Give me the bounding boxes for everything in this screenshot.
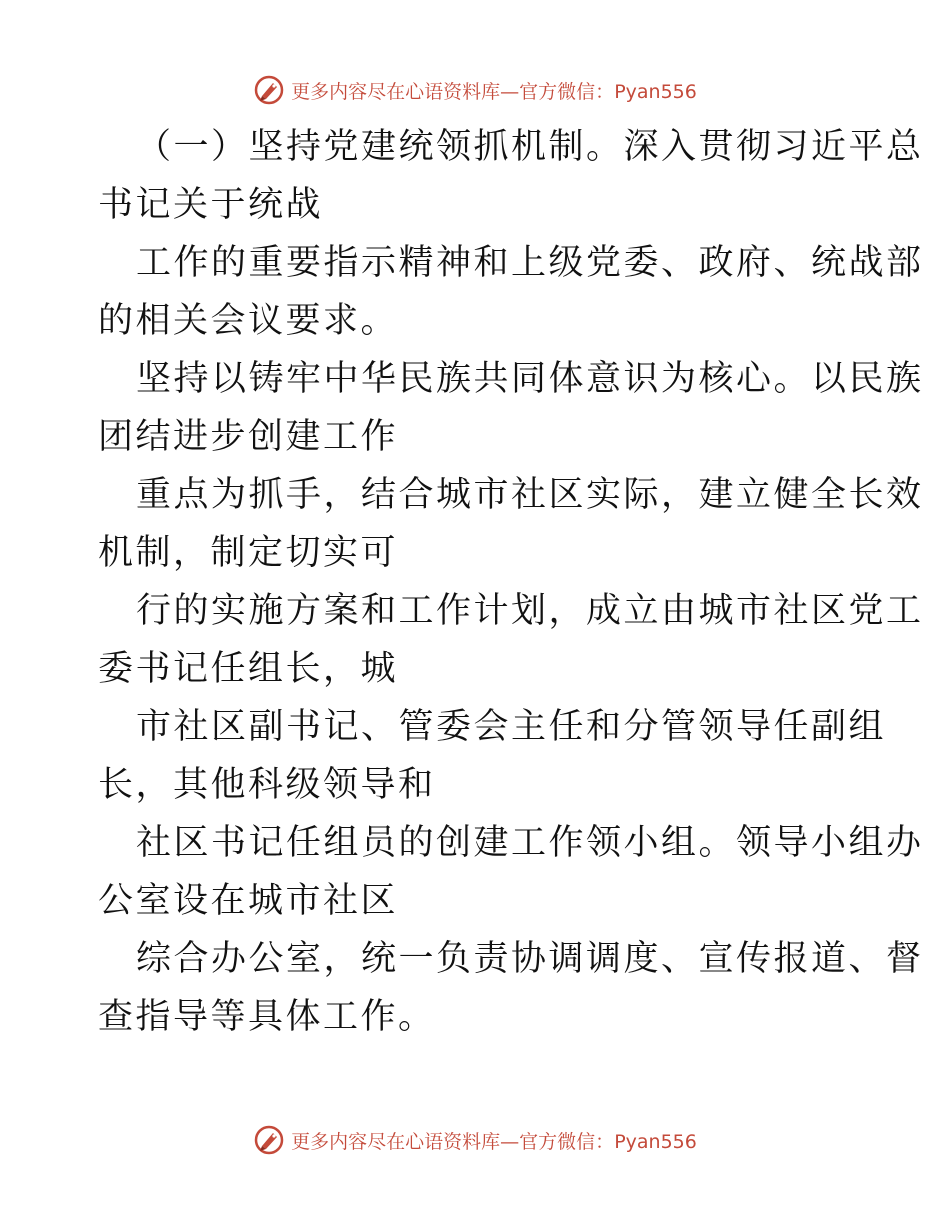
header-banner-text bbox=[291, 77, 697, 104]
text-line: 工作的重要指示精神和上级党委、政府、统战部 bbox=[136, 243, 924, 283]
header-site-name: 更多内容尽在心语资料库 bbox=[291, 80, 501, 103]
text-line: 长，其他科级领导和 bbox=[98, 765, 436, 805]
text-line: 机制，制定切实可 bbox=[98, 533, 399, 573]
footer-banner bbox=[0, 1120, 950, 1160]
text-line: 团结进步创建工作 bbox=[98, 417, 399, 457]
pen-nib-logo-icon bbox=[253, 1124, 285, 1156]
text-line: 社区书记任组员的创建工作领小组。领导小组办 bbox=[136, 823, 924, 863]
text-line: （一）坚持党建统领抓机制。深入贯彻习近平总 bbox=[136, 127, 924, 167]
header-wechat-id: Pyan556 bbox=[614, 80, 697, 103]
footer-wechat-label: 官方微信： bbox=[519, 1130, 615, 1153]
text-line: 委书记任组长，城 bbox=[98, 649, 399, 689]
header-separator: — bbox=[500, 80, 520, 103]
text-line: 综合办公室，统一负责协调调度、宣传报道、督 bbox=[136, 939, 924, 979]
footer-separator: — bbox=[500, 1130, 520, 1153]
footer-wechat-id: Pyan556 bbox=[614, 1130, 697, 1153]
footer-site-name: 更多内容尽在心语资料库 bbox=[291, 1130, 501, 1153]
text-line: 的相关会议要求。 bbox=[98, 301, 399, 341]
text-line: 公室设在城市社区 bbox=[98, 881, 399, 921]
text-line: 市社区副书记、管委会主任和分管领导任副组 bbox=[136, 707, 887, 747]
text-line: 书记关于统战 bbox=[98, 185, 324, 225]
text-line: 查指导等具体工作。 bbox=[98, 997, 436, 1037]
footer-banner-text bbox=[291, 1127, 697, 1154]
header-wechat-label: 官方微信： bbox=[519, 80, 615, 103]
text-line: 坚持以铸牢中华民族共同体意识为核心。以民族 bbox=[136, 359, 924, 399]
text-line: 行的实施方案和工作计划，成立由城市社区党工 bbox=[136, 591, 924, 631]
header-banner bbox=[0, 70, 950, 110]
document-body bbox=[98, 118, 924, 1046]
text-line: 重点为抓手，结合城市社区实际，建立健全长效 bbox=[136, 475, 924, 515]
pen-nib-logo-icon bbox=[253, 74, 285, 106]
